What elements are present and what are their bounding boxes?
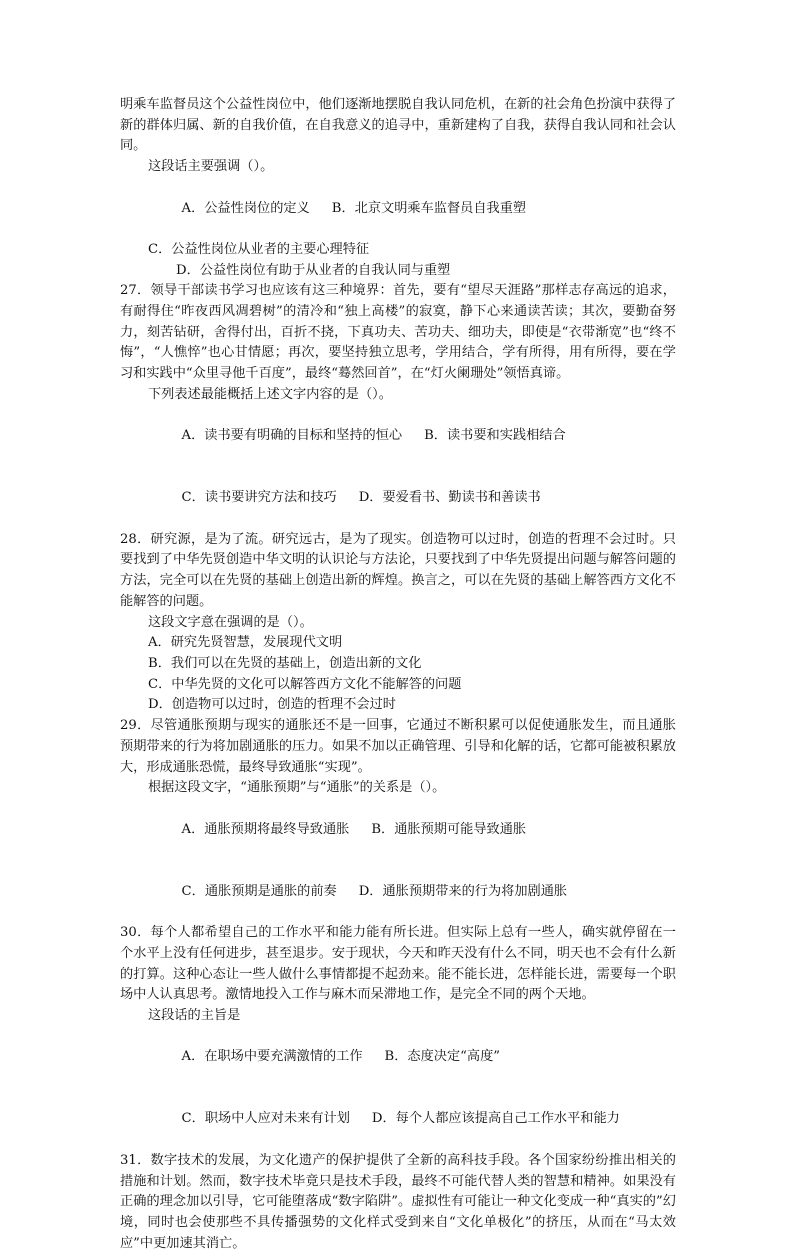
question-31-passage: 31．数字技术的发展，为文化遗产的保护提供了全新的高科技手段。各个国家纷纷推出相关的措施和计划。然而，数字技术毕竟只是技术手段，最终不可能代替人类的智慧和精神。如果没有正确的理念加以引导，它可能堕落成“数字陷阱”。虚拟性有可能让一种文化变成一种“真实的”幻境，同时也会使那些不具传播强势的文化样式受到来自“文化单极化”的挤压，从而在“马太效应”中更加速其消亡。 [120,1152,676,1251]
question-28-prompt: 这段文字意在强调的是（）。 [148,614,313,630]
question-30-prompt: 这段话的主旨是 [148,1007,241,1023]
question-26-option-b: B．北京文明乘车监督员自我重塑 [331,200,527,216]
question-26-prompt: 这段话主要强调（）。 [148,159,274,175]
question-28-passage: 28．研究源，是为了流。研究远古，是为了现实。创造物可以过时，创造的哲理不会过时。只要找到了中华先贤创造中华文明的认识论与方法论，只要找到了中华先贤提出问题与解答问题的方法，完全可以在先贤的基础上创造出新的辉煌。换言之，可以在先贤的基础上解答西方文化不能解答的问题。 [120,531,676,609]
question-30-passage: 30．每个人都希望自己的工作水平和能力能有所长进。但实际上总有一些人，确实就停留在一个水平上没有任何进步，甚至退步。安于现状，今天和昨天没有什么不同，明天也不会有什么新的打算。这种心态让一些人做什么事情都提不起劲来。能不能长进，怎样能长进，需要每一个职场中人认真思考。激情地投入工作与麻木而呆滞地工作，是完全不同的两个天地。 [120,925,676,1003]
question-29-option-d: D．通胀预期带来的行为将加剧通胀 [358,883,568,899]
question-29-options-ab [120,799,676,861]
question-29-option-c: C．通胀预期是通胀的前奏 [181,883,337,899]
question-26-option-a: A．公益性岗位的定义 [181,200,310,216]
question-29-passage: 29．尽管通胀预期与现实的通胀还不是一回事，它通过不断积累可以促使通胀发生，而且通胀预期带来的行为将加剧通胀的压力。如果不加以正确管理、引导和化解的话，它都可能被积累放大，形成通胀恐慌，最终导致通胀“实现”。 [120,718,676,775]
question-29-option-b: B．通胀预期可能导致通胀 [371,821,527,837]
question-30-options-ab [120,1027,676,1089]
question-29-prompt: 根据这段文字，“通胀预期”与“通胀”的关系是（）。 [148,780,446,796]
question-29 [120,716,676,923]
question-27 [120,281,676,529]
question-27-prompt: 下列表述最能概括上述文字内容的是（）。 [148,386,392,402]
question-26-option-c: C．公益性岗位从业者的主要心理特征 [148,241,370,257]
question-27-option-b: B．读书要和实践相结合 [424,428,566,444]
question-26-passage: 明乘车监督员这个公益性岗位中，他们逐渐地摆脱自我认同危机，在新的社会角色扮演中获得了新的群体归属、新的自我价值，在自我意义的追寻中，重新建构了自我，获得自我认同和社会认同。 [120,97,676,154]
question-27-option-a: A．读书要有明确的目标和坚持的恒心 [181,428,403,444]
question-28 [120,530,676,716]
question-30-options-cd [120,1089,676,1151]
question-29-option-a: A．通胀预期将最终导致通胀 [181,821,350,837]
question-27-passage: 27．领导干部读书学习也应该有这三种境界：首先，要有“望尽天涯路”那样志存高远的追求，有耐得住“昨夜西风凋碧树”的清冷和“独上高楼”的寂寞，静下心来通读苦读；其次，要勤奋努力，刻苦钻研，舍得付出，百折不挠，下真功夫、苦功夫、细功夫，即使是“衣带渐宽”也“终不悔”，“人憔悴”也心甘情愿；再次，要坚持独立思考，学用结合，学有所得，用有所得，要在学习和实践中“众里寻他千百度”，最终“蓦然回首”，在“灯火阑珊处”领悟真谛。 [120,283,676,382]
question-26 [120,95,676,281]
question-26-options-ab [120,178,676,240]
question-28-option-a: A．研究先贤智慧，发展现代文明 [148,635,343,651]
question-31 [120,1151,676,1254]
question-30-option-a: A．在职场中要充满激情的工作 [181,1049,363,1065]
question-26-option-d: D．公益性岗位有助于从业者的自我认同与重塑 [176,262,451,278]
question-29-options-cd [120,861,676,923]
document-content [120,95,676,1254]
question-28-option-d: D．创造物可以过时，创造的哲理不会过时 [148,697,396,713]
question-30-option-d: D．每个人都应该提高自己工作水平和能力 [371,1111,620,1127]
question-27-options-ab [120,406,676,468]
question-28-option-c: C．中华先贤的文化可以解答西方文化不能解答的问题 [148,676,462,692]
question-27-option-d: D．要爱看书、勤读书和善读书 [358,490,541,506]
question-30-option-b: B．态度决定“高度” [384,1049,501,1065]
question-30-option-c: C．职场中人应对未来有计划 [181,1111,350,1127]
question-28-option-b: B．我们可以在先贤的基础上，创造出新的文化 [148,655,422,671]
question-27-option-c: C．读书要讲究方法和技巧 [181,490,337,506]
question-30 [120,923,676,1151]
question-27-options-cd [120,468,676,530]
